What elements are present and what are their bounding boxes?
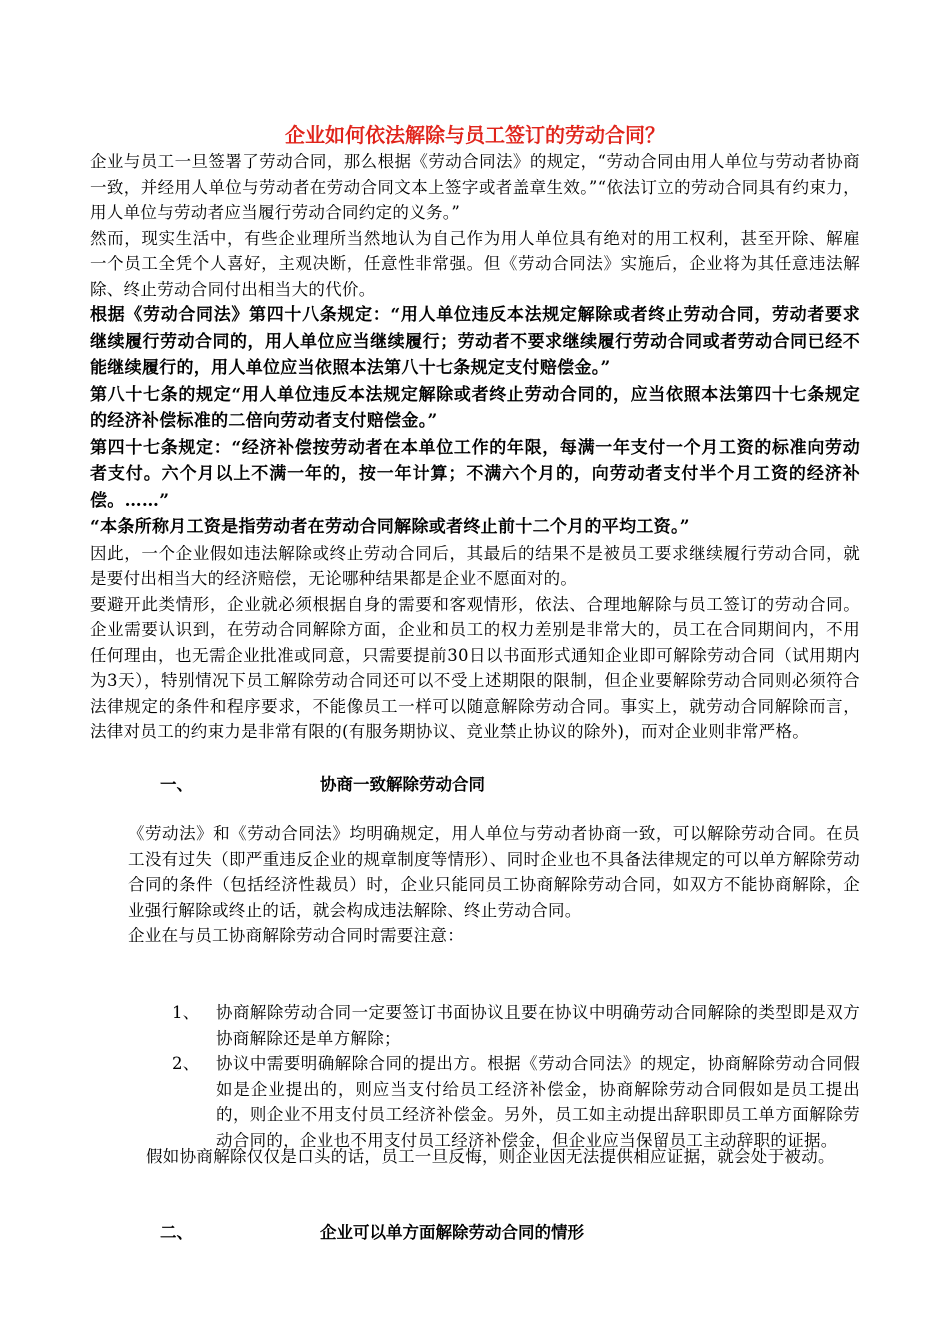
intro-paragraph: 要避开此类情形，企业就必须根据自身的需要和客观情形，依法、合理地解除与员工签订的劳动合同。企业需要认识到，在劳动合同解除方面，企业和员工的权力差别是非常大的，员工在合同期间内，不用任何理由，也无需企业批准或同意，只需要提前30日以书面形式通知企业即可解除劳动合同（试用期内为3天），特别情况下员工解除劳动合同还可以不受上述期限的限制，但企业要解除劳动合同则必须符合法律规定的条件和程序要求，不能像员工一样可以随意解除劳动合同。事实上，就劳动合同解除而言，法律对员工的约束力是非常有限的(有服务期协议、竞业禁止协议的除外)，而对企业则非常严格。 — [90, 594, 860, 741]
list-item-text: 协商解除劳动合同一定要签订书面协议且要在协议中明确劳动合同解除的类型即是双方协商解除还是单方解除； — [216, 1003, 860, 1048]
law-quote-article-87: 第八十七条的规定“用人单位违反本法规定解除或者终止劳动合同的，应当依照本法第四十七条规定的经济补偿标准的二倍向劳动者支付赔偿金。” — [90, 384, 860, 431]
law-quote-monthly-wage: “本条所称月工资是指劳动者在劳动合同解除或者终止前十二个月的平均工资。” — [90, 517, 690, 537]
intro-paragraph: 企业与员工一旦签署了劳动合同，那么根据《劳动合同法》的规定，“劳动合同由用人单位与劳动者协商一致，并经用人单位与劳动者在劳动合同文本上签字或者盖章生效。”“依法订立的劳动合同具有约束力，用人单位与劳动者应当履行劳动合同约定的义务。” — [90, 152, 860, 222]
section-1-list — [172, 1000, 860, 1153]
intro-section — [90, 149, 860, 745]
section-2-number: 二、 — [160, 1223, 193, 1242]
section-1-paragraph: 《劳动法》和《劳动合同法》均明确规定，用人单位与劳动者协商一致，可以解除劳动合同。在员工没有过失（即严重违反企业的规章制度等情形）、同时企业也不具备法律规定的可以单方解除劳动合同的条件（包括经济性裁员）时，企业只能同员工协商解除劳动合同，如双方不能协商解除，企业强行解除或终止的话，就会构成违法解除、终止劳动合同。 — [128, 824, 860, 920]
section-2-title: 企业可以单方面解除劳动合同的情形 — [320, 1223, 584, 1242]
section-1-closing — [146, 1144, 860, 1170]
intro-paragraph: 然而，现实生活中，有些企业理所当然地认为自己作为用人单位具有绝对的用工权利，甚至开除、解雇一个员工全凭个人喜好，主观决断，任意性非常强。但《劳动合同法》实施后，企业将为其任意违法解除、终止劳动合同付出相当大的代价。 — [90, 228, 860, 299]
list-item-number: 1、 — [172, 1003, 200, 1022]
section-1-paragraph: 企业在与员工协商解除劳动合同时需要注意： — [128, 926, 464, 945]
list-item — [172, 1000, 860, 1051]
section-1-closing-paragraph: 假如协商解除仅仅是口头的话，员工一旦反悔，则企业因无法提供相应证据，就会处于被动。 — [146, 1147, 835, 1166]
section-1-body — [128, 821, 860, 949]
intro-paragraph: 因此，一个企业假如违法解除或终止劳动合同后，其最后的结果不是被员工要求继续履行劳动合同，就是要付出相当大的经济赔偿，无论哪种结果都是企业不愿面对的。 — [90, 543, 860, 588]
section-1-number: 一、 — [160, 775, 193, 794]
list-item — [172, 1051, 860, 1153]
list-item-number: 2、 — [172, 1054, 200, 1073]
law-quote-article-47: 第四十七条规定：“经济补偿按劳动者在本单位工作的年限，每满一年支付一个月工资的标准向劳动者支付。六个月以上不满一年的，按一年计算；不满六个月的，向劳动者支付半个月工资的经济补偿。……” — [90, 437, 860, 511]
document-title: 企业如何依法解除与员工签订的劳动合同？ — [285, 123, 665, 147]
law-quote-article-48: 根据《劳动合同法》第四十八条规定：“用人单位违反本法规定解除或者终止劳动合同，劳动者要求继续履行劳动合同的，用人单位应当继续履行；劳动者不要求继续履行劳动合同或者劳动合同已经不能继续履行的，用人单位应当依照本法第八十七条规定支付赔偿金。” — [90, 305, 860, 378]
list-item-text: 协议中需要明确解除合同的提出方。根据《劳动合同法》的规定，协商解除劳动合同假如是企业提出的，则应当支付给员工经济补偿金，协商解除劳动合同假如是员工提出的，则企业不用支付员工经济补偿金。另外，员工如主动提出辞职即员工单方面解除劳动合同的，企业也不用支付员工经济补偿金，但企业应当保留员工主动辞职的证据。 — [216, 1054, 860, 1150]
section-1-title: 协商一致解除劳动合同 — [320, 775, 485, 794]
